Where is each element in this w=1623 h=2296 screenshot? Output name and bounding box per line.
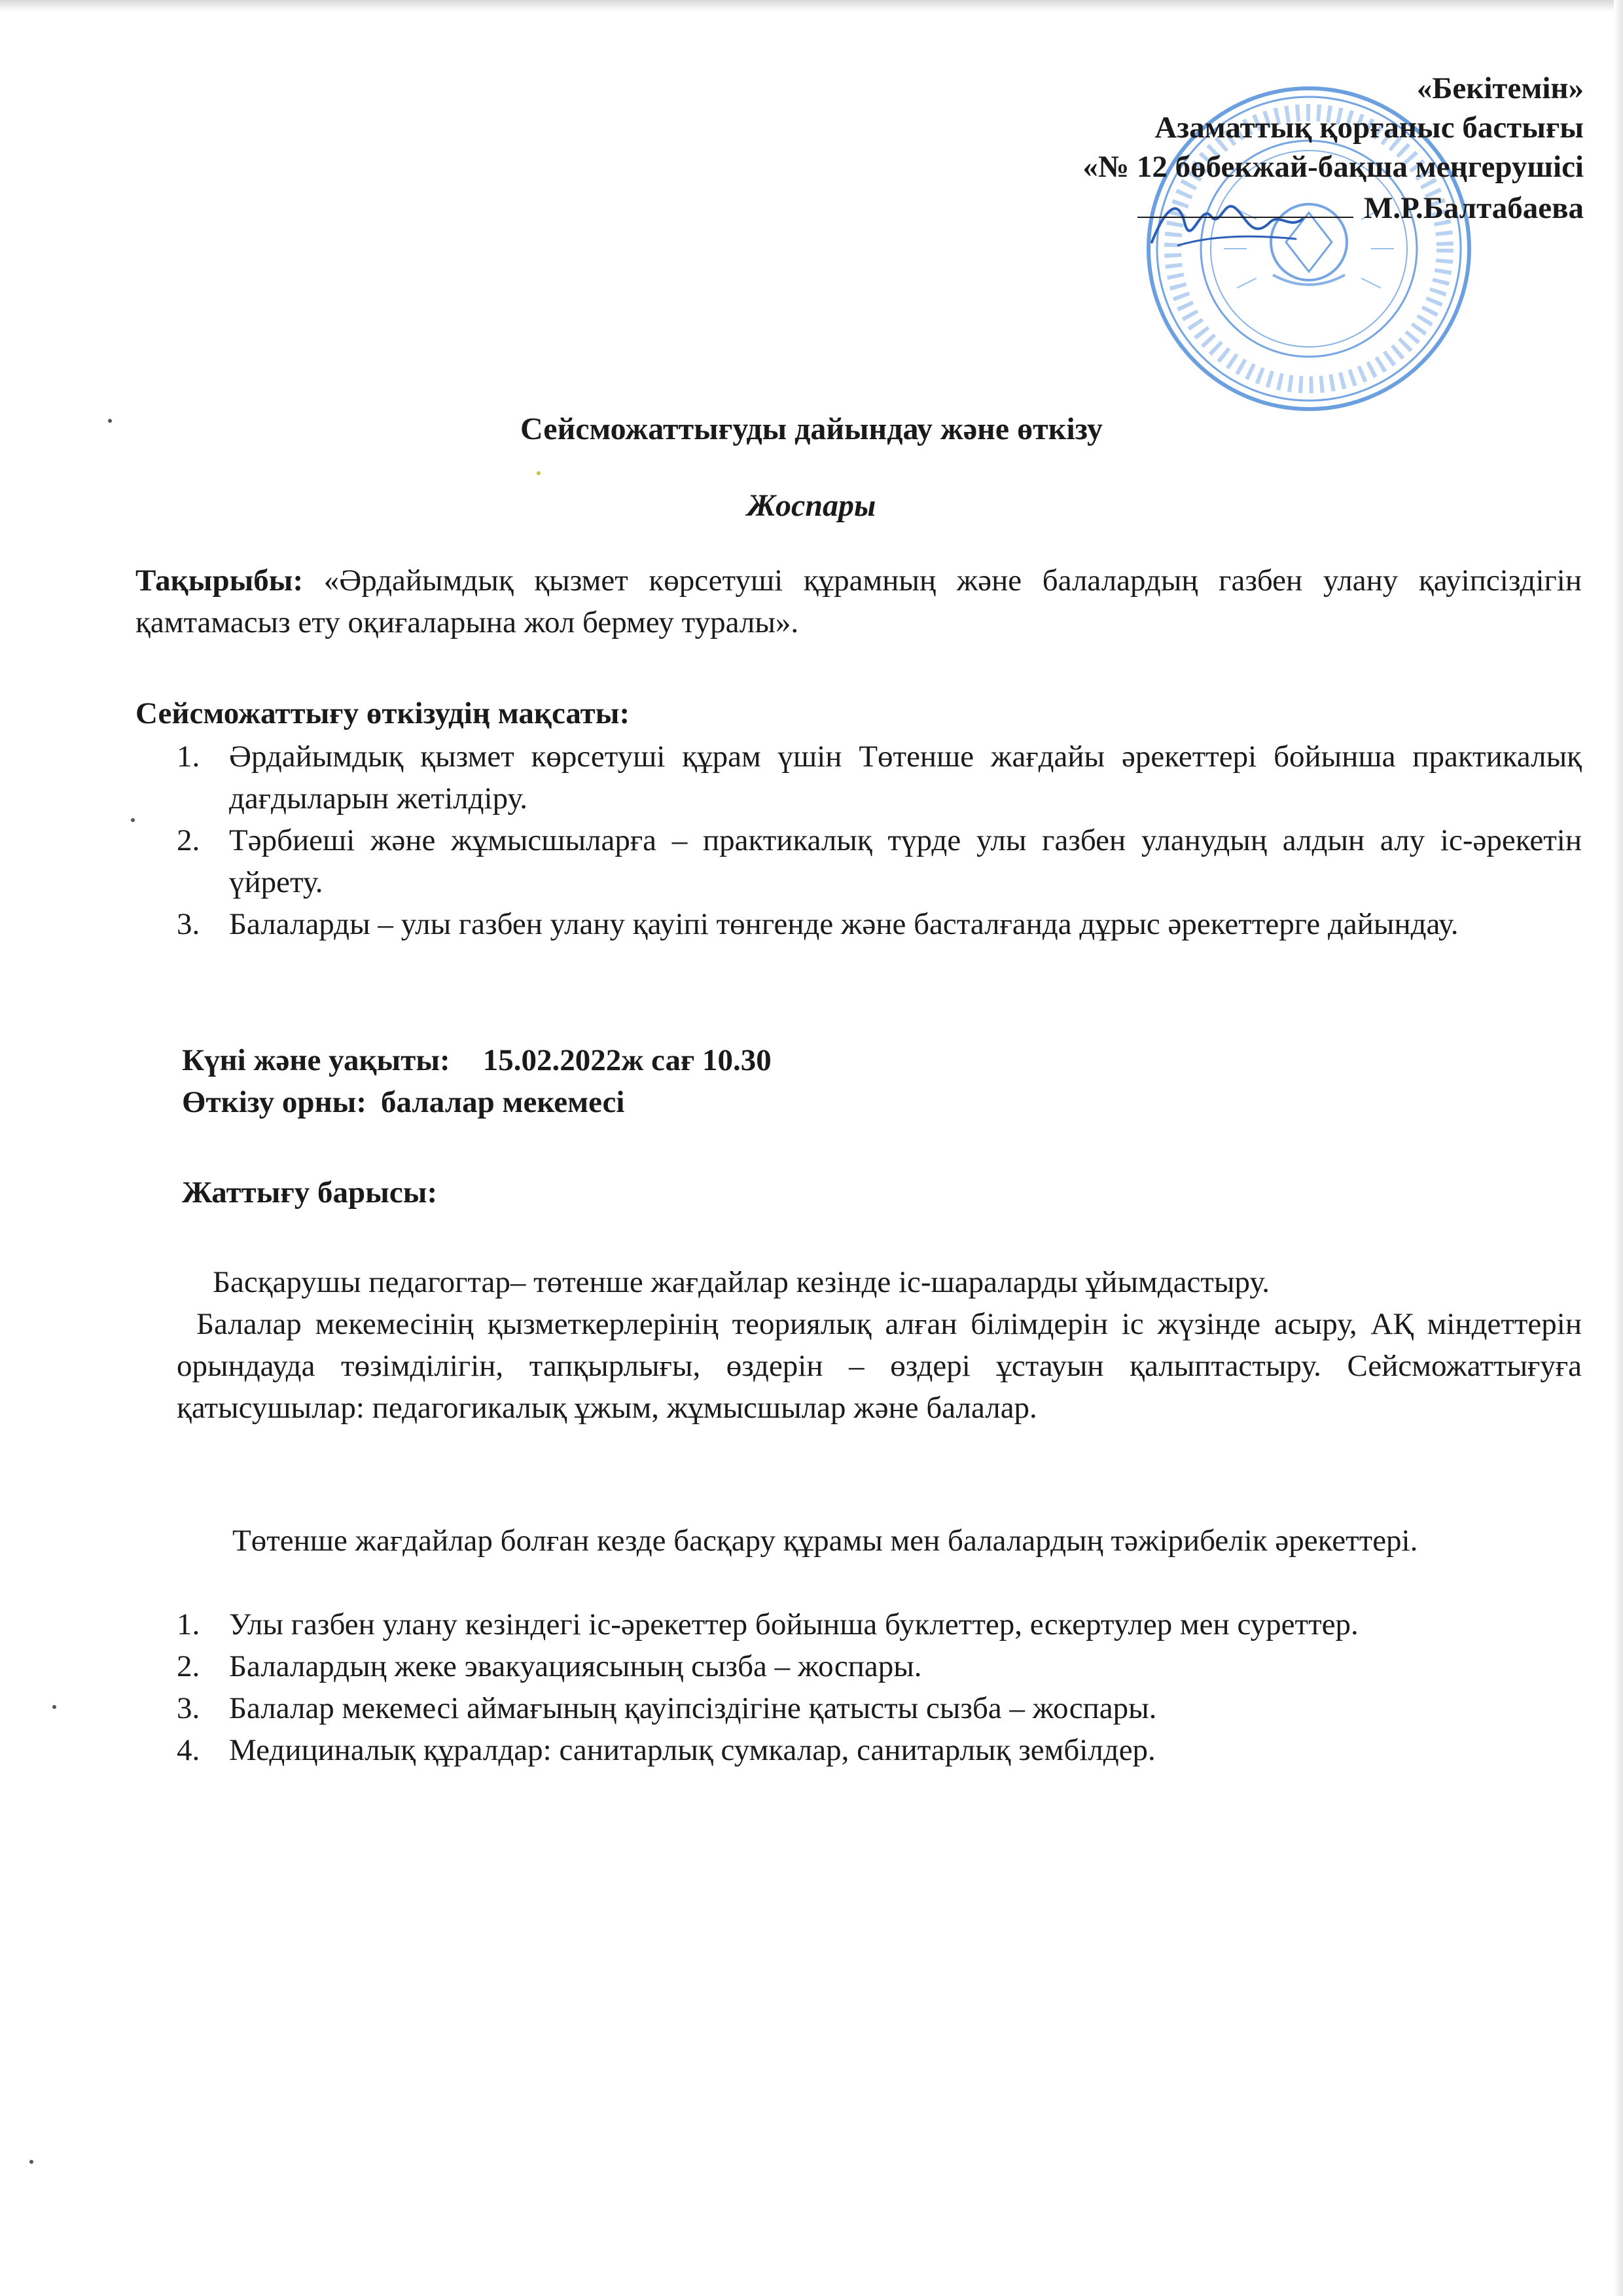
venue-line [182,1081,624,1123]
approver-position: Азаматтық қорғаныс бастығы [1154,111,1584,145]
materials-item [177,1687,1582,1729]
goal-item [177,819,1582,903]
materials-item-text: Балалар мекемесі аймағының қауіпсіздігіне қатысты сызба – жоспары. [229,1691,1157,1725]
goal-item-text: Тәрбиеші және жұмысшыларға – практикалық түрде улы газбен уланудың алдын алу іс-әрекетін үйрету. [229,823,1582,899]
goal-item-text: Әрдайымдық қызмет көрсетуші құрам үшін Төтенше жағдайы әрекеттері бойынша практикалық дағдыларын жетілдіру. [229,740,1582,816]
materials-item [177,1645,1582,1687]
goal-list [177,736,1582,945]
venue-label: Өткізу орны: [182,1085,366,1119]
materials-item-text: Балалардың жеке эвакуациясының сызба – жоспары. [229,1649,922,1683]
materials-item-number: 3. [177,1691,200,1725]
topic-paragraph [135,560,1582,643]
approval-heading: «Бекітемін» [1416,71,1584,105]
datetime-line [182,1039,772,1081]
scan-speck [131,818,135,822]
progress-heading: Жаттығу барысы: [182,1175,438,1210]
institution-line: «№ 12 бөбекжай-бақша меңгерушісі [1082,150,1584,184]
scan-edge-right [1614,0,1623,2296]
approver-signature-line [1082,187,1584,228]
paragraph-2: Балалар мекемесінің қызметкерлерінің теориялық алған білімдерін іс жүзінде асыру, АҚ міндеттерін орындауда төзімділігін, тапқырлығы, өздерін – өздері ұстауын қалыптастыру. Сейсможаттығуға қатысушылар: педагогикалық ұжым, жұмысшылар және балалар. [177,1307,1582,1425]
goal-item-text: Балаларды – улы газбен улану қауіпі төнгенде және басталғанда дұрыс әрекеттерге дайындау. [229,907,1459,941]
venue-value: балалар мекемесі [381,1085,625,1119]
scan-edge-top [0,0,1623,12]
goal-item [177,903,1582,945]
goal-item [177,736,1582,819]
goal-heading: Сейсможаттығу өткізудің мақсаты: [135,696,630,730]
topic-text: «Әрдайымдық қызмет көрсетуші құрамның және балалардың газбен улану қауіпсіздігін қамтамасыз ету оқиғаларына жол бермеу туралы». [135,564,1582,639]
goal-item-number: 2. [177,823,200,857]
materials-item-text: Улы газбен улану кезіндегі іс-әрекеттер бойынша буклеттер, ескертулер мен суреттер. [229,1607,1359,1641]
materials-item-number: 1. [177,1607,200,1641]
materials-item [177,1604,1582,1645]
materials-item-number: 4. [177,1733,200,1767]
scan-speck [29,2160,33,2164]
goal-item-number: 1. [177,740,200,774]
materials-item [177,1729,1582,1771]
topic-label: Тақырыбы: [135,564,304,598]
scan-speck [52,1705,56,1709]
signature-underline [1137,187,1353,218]
materials-item-number: 2. [177,1649,200,1683]
materials-list [177,1604,1582,1771]
materials-item-text: Медициналық құралдар: санитарлық сумкалар, санитарлық зембілдер. [229,1733,1156,1767]
approval-block [1082,69,1584,228]
scan-speck [108,419,112,423]
document-subtitle: Жоспары [747,488,876,523]
datetime-label: Күні және уақыты: [182,1043,450,1077]
approver-name: М.Р.Балтабаева [1364,191,1584,225]
document-title: Сейсможаттығуды дайындау және өткізу [520,412,1103,446]
paragraph-1: Басқарушы педагогтар– төтенше жағдайлар кезінде іс-шараларды ұйымдастыру. [213,1265,1270,1299]
goal-item-number: 3. [177,907,200,941]
datetime-value: 15.02.2022ж сағ 10.30 [482,1043,772,1077]
paragraph-3: Төтенше жағдайлар болған кезде басқару құрамы мен балалардың тәжірибелік әрекеттері. [232,1524,1418,1558]
scan-speck [537,471,541,475]
